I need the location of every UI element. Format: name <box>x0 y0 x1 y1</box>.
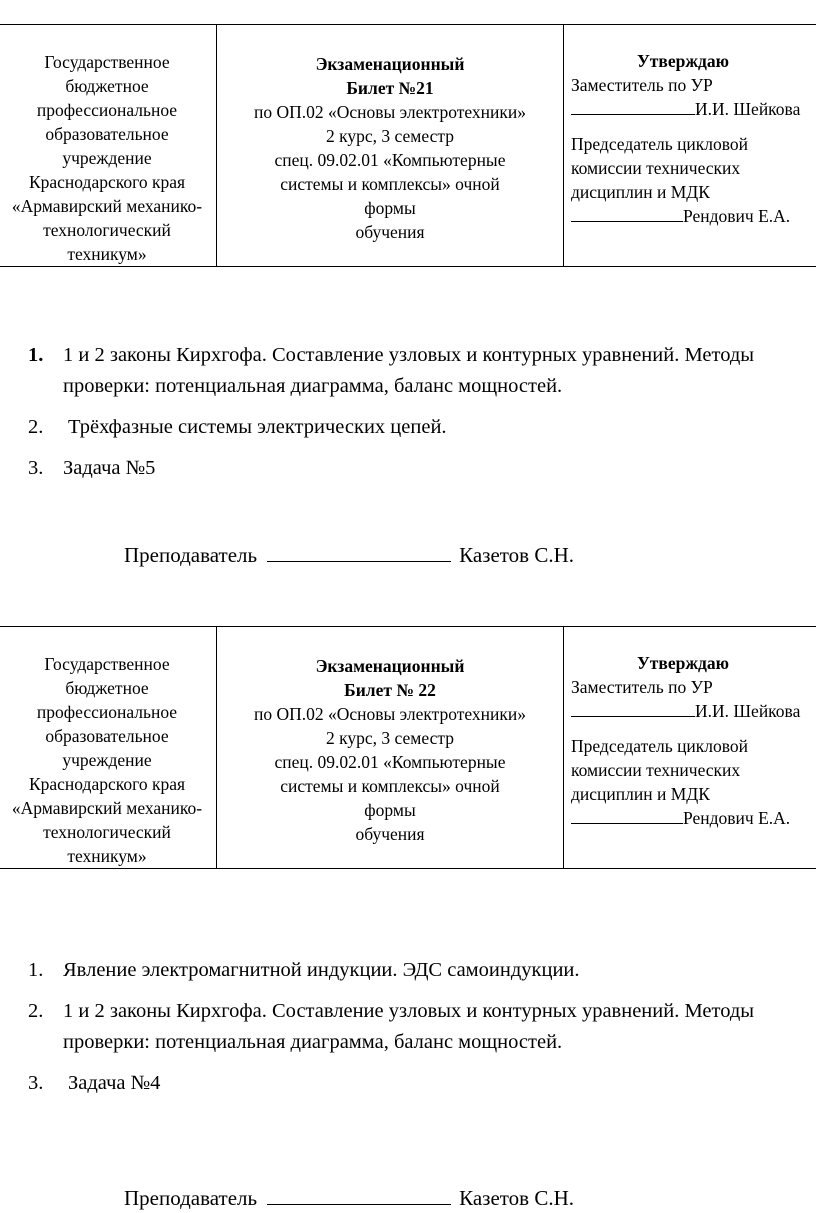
course-line: системы и комплексы» очной <box>280 174 500 194</box>
course-line: обучения <box>355 824 425 844</box>
course-line: формы <box>364 198 416 218</box>
institution-line: Государственное <box>44 52 170 72</box>
teacher-signature-line <box>267 1186 451 1205</box>
approval-title: Утверждаю <box>636 653 730 673</box>
question-number: 2. <box>28 416 44 438</box>
signature-line <box>571 809 683 824</box>
ticket-header-table <box>0 626 816 869</box>
institution-line: образовательное <box>45 726 169 746</box>
signature-line <box>571 207 683 222</box>
question-number: 2. <box>28 1000 44 1022</box>
chair-name: Рендович Е.А. <box>683 206 791 226</box>
institution-line: «Армавирский механико- <box>11 798 203 818</box>
question-text: Задача №5 <box>63 457 156 479</box>
question-item <box>28 453 816 484</box>
chair-signature <box>571 204 816 228</box>
course-line: по ОП.02 «Основы электротехники» <box>253 704 527 724</box>
ticket-number: Билет № 22 <box>344 680 436 700</box>
institution-line: техникум» <box>67 846 147 866</box>
institution-line: техникум» <box>67 244 147 264</box>
deputy-name: И.И. Шейкова <box>695 701 801 721</box>
chair-role-line: Председатель цикловой <box>571 736 749 756</box>
question-item <box>28 996 816 1058</box>
approval-title: Утверждаю <box>636 51 730 71</box>
ticket-header-table <box>0 24 816 267</box>
approval-cell <box>564 627 816 869</box>
deputy-signature <box>571 699 816 723</box>
question-text: Трёхфазные системы электрических цепей. <box>68 416 447 438</box>
institution-line: профессиональное <box>36 702 178 722</box>
signature-line <box>571 702 695 717</box>
deputy-role: Заместитель по УР <box>571 677 713 697</box>
question-number: 1. <box>28 344 44 366</box>
chair-role-line: дисциплин и МДК <box>571 182 710 202</box>
course-line: формы <box>364 800 416 820</box>
question-number: 3. <box>28 457 44 479</box>
institution-line: профессиональное <box>36 100 178 120</box>
institution-line: «Армавирский механико- <box>11 196 203 216</box>
ticket-title: Экзаменационный <box>315 656 465 676</box>
institution-line: технологический <box>43 822 171 842</box>
ticket-title-cell <box>217 627 564 869</box>
institution-line: Краснодарского края <box>28 774 186 794</box>
teacher-name: Казетов С.Н. <box>459 1186 575 1210</box>
course-line: спец. 09.02.01 «Компьютерные <box>274 752 506 772</box>
institution-line: Государственное <box>44 654 170 674</box>
question-item <box>28 412 816 443</box>
question-text: Явление электромагнитной индукции. ЭДС самоиндукции. <box>63 959 580 981</box>
question-item <box>28 340 816 402</box>
teacher-name: Казетов С.Н. <box>459 543 575 567</box>
chair-name: Рендович Е.А. <box>683 808 791 828</box>
teacher-signature-row <box>124 543 574 568</box>
chair-role-line: Председатель цикловой <box>571 134 749 154</box>
ticket-title: Экзаменационный <box>315 54 465 74</box>
teacher-label: Преподаватель <box>124 1186 258 1210</box>
deputy-role: Заместитель по УР <box>571 75 713 95</box>
course-line: по ОП.02 «Основы электротехники» <box>253 102 527 122</box>
institution-line: бюджетное <box>65 678 149 698</box>
institution-line: учреждение <box>62 148 152 168</box>
institution-line: Краснодарского края <box>28 172 186 192</box>
teacher-label: Преподаватель <box>124 543 258 567</box>
deputy-signature <box>571 97 816 121</box>
institution-cell <box>0 25 217 267</box>
institution-line: бюджетное <box>65 76 149 96</box>
chair-role-line: дисциплин и МДК <box>571 784 710 804</box>
teacher-signature-line <box>267 543 451 562</box>
chair-role-line: комиссии технических <box>571 760 741 780</box>
chair-signature <box>571 806 816 830</box>
signature-line <box>571 100 695 115</box>
question-list <box>28 340 816 484</box>
deputy-name: И.И. Шейкова <box>695 99 801 119</box>
question-text: 1 и 2 законы Кирхгофа. Составление узловых и контурных уравнений. Методы проверки: потенциальная диаграмма, баланс мощностей. <box>63 344 755 397</box>
course-line: обучения <box>355 222 425 242</box>
question-item <box>28 955 816 986</box>
approval-cell <box>564 25 816 267</box>
ticket-title-cell <box>217 25 564 267</box>
institution-cell <box>0 627 217 869</box>
ticket-number: Билет №21 <box>346 78 434 98</box>
course-line: спец. 09.02.01 «Компьютерные <box>274 150 506 170</box>
teacher-signature-row <box>124 1186 574 1211</box>
course-line: системы и комплексы» очной <box>280 776 500 796</box>
question-number: 3. <box>28 1072 44 1094</box>
question-number: 1. <box>28 959 44 981</box>
question-text: 1 и 2 законы Кирхгофа. Составление узловых и контурных уравнений. Методы проверки: потенциальная диаграмма, баланс мощностей. <box>63 1000 755 1053</box>
chair-role-line: комиссии технических <box>571 158 741 178</box>
institution-line: учреждение <box>62 750 152 770</box>
course-line: 2 курс, 3 семестр <box>326 126 454 146</box>
question-list <box>28 955 816 1099</box>
course-line: 2 курс, 3 семестр <box>326 728 454 748</box>
question-item <box>28 1068 816 1099</box>
question-text: Задача №4 <box>68 1072 161 1094</box>
institution-line: технологический <box>43 220 171 240</box>
institution-line: образовательное <box>45 124 169 144</box>
